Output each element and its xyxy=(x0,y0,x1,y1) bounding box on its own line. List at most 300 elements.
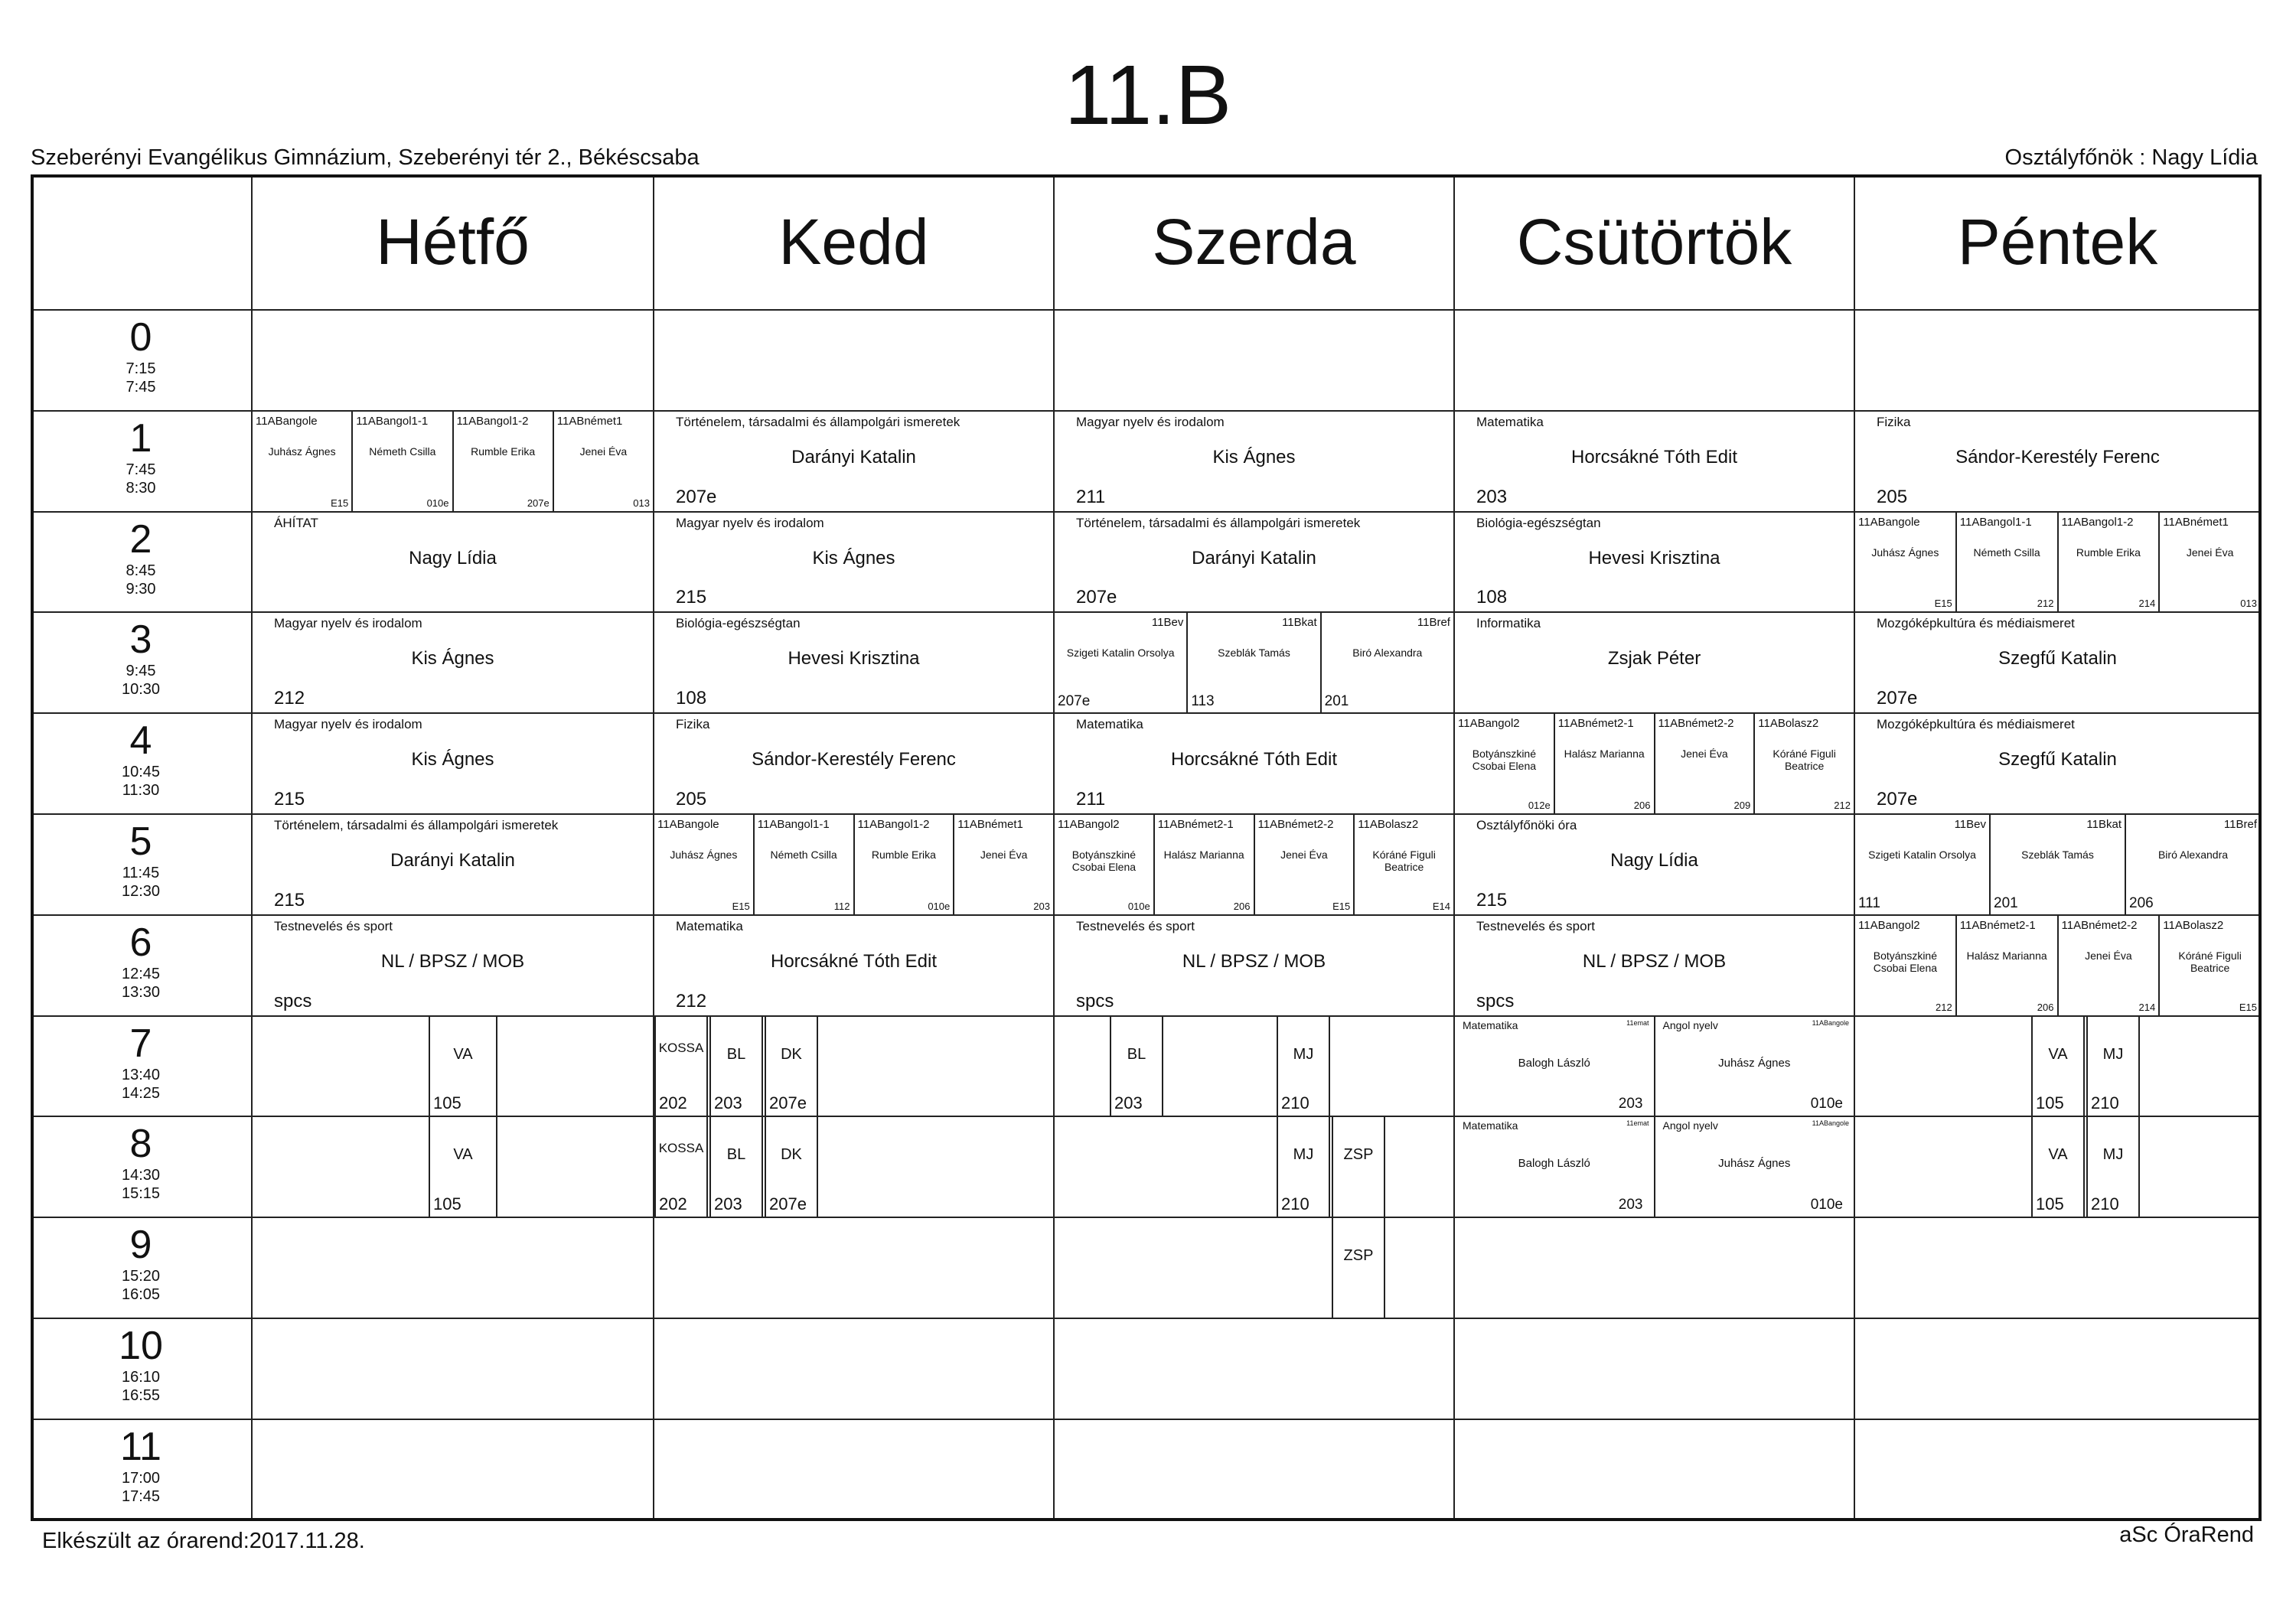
period-end: 17:45 xyxy=(121,1487,161,1505)
group-room: E15 xyxy=(732,900,750,912)
group-lesson-cell[interactable] xyxy=(1455,714,1555,815)
lesson-cell[interactable] xyxy=(654,412,1055,513)
period-end: 11:30 xyxy=(122,782,160,800)
group-room: 214 xyxy=(2138,598,2156,610)
elective-lesson-cell[interactable] xyxy=(1655,1017,1856,1118)
lesson-teacher: NL / BPSZ / MOB xyxy=(1182,950,1326,972)
day-header: Péntek xyxy=(1855,174,2262,311)
group-teacher: Jenei Éva xyxy=(2085,949,2132,962)
optional-lesson-cell[interactable] xyxy=(1110,1017,1163,1118)
group-name: 11ABnémet1 xyxy=(2163,515,2229,529)
lesson-cell[interactable] xyxy=(253,613,654,714)
group-lesson-cell[interactable] xyxy=(1055,815,1155,916)
period-start: 17:00 xyxy=(121,1469,161,1487)
group-lesson-cell[interactable] xyxy=(1155,815,1255,916)
lesson-subject: Testnevelés és sport xyxy=(1076,918,1195,933)
group-room: 013 xyxy=(633,497,650,509)
school-name: Szeberényi Evangélikus Gimnázium, Szeberényi tér 2., Békéscsaba xyxy=(31,145,700,170)
optional-lesson-room: 203 xyxy=(714,1093,742,1113)
head-teacher: Osztályfőnök : Nagy Lídia xyxy=(2004,145,2258,170)
group-teacher: Juhász Ágnes xyxy=(670,849,738,861)
group-lesson-cell[interactable] xyxy=(2059,513,2161,614)
elective-room: 203 xyxy=(1618,1197,1643,1213)
group-teacher: Németh Csilla xyxy=(1973,546,2040,559)
period-number: 9 xyxy=(129,1223,152,1268)
lesson-subject: Biológia-egészségtan xyxy=(676,616,801,631)
lesson-room: 215 xyxy=(274,788,305,810)
group-lesson-cell[interactable] xyxy=(454,412,554,513)
timetable-cell xyxy=(654,1420,1055,1521)
lesson-room: 203 xyxy=(1476,486,1508,507)
group-name: 11Bkat xyxy=(1282,616,1317,630)
lesson-subject: Matematika xyxy=(1076,717,1143,732)
optional-lesson-cell[interactable] xyxy=(1332,1117,1385,1218)
timetable-cell xyxy=(253,1420,654,1521)
optional-lesson-room: 210 xyxy=(2091,1093,2119,1113)
group-teacher: Szeblák Tamás xyxy=(1218,647,1290,660)
group-lesson-cell[interactable] xyxy=(1655,714,1756,815)
period-start: 16:10 xyxy=(121,1369,161,1386)
optional-lesson-code: KOSSA xyxy=(658,1040,704,1055)
optional-lesson-code: MJ xyxy=(1293,1045,1314,1063)
period-start: 10:45 xyxy=(121,764,161,781)
group-room: 203 xyxy=(1033,900,1050,912)
lesson-subject: Magyar nyelv és irodalom xyxy=(274,616,422,631)
timetable-cell xyxy=(1055,311,1455,412)
group-name: 11ABangol1-2 xyxy=(2061,515,2134,529)
period-end: 12:30 xyxy=(121,883,161,900)
timetable-cell xyxy=(1855,311,2262,412)
period-start: 14:30 xyxy=(121,1167,161,1184)
group-lesson-cell[interactable] xyxy=(2160,513,2262,614)
lesson-room: 212 xyxy=(676,990,707,1011)
lesson-room: 207e xyxy=(1076,587,1117,608)
group-name: 11ABnémet2-2 xyxy=(2061,918,2138,932)
optional-lesson-cell[interactable] xyxy=(2086,1017,2140,1118)
optional-lesson-code: VA xyxy=(2048,1045,2068,1063)
lesson-subject: Történelem, társadalmi és állampolgári ismeretek xyxy=(274,818,559,832)
period-end: 8:30 xyxy=(126,479,156,497)
optional-lesson-cell[interactable] xyxy=(429,1117,497,1218)
lesson-teacher: Nagy Lídia xyxy=(409,547,497,568)
elective-lesson-cell[interactable] xyxy=(1455,1017,1655,1118)
group-lesson-cell[interactable] xyxy=(1322,613,1455,714)
group-name: 11Bkat xyxy=(2086,818,2122,831)
group-lesson-cell[interactable] xyxy=(1855,513,1957,614)
lesson-subject: Osztályfőnöki óra xyxy=(1476,818,1577,832)
group-lesson-cell[interactable] xyxy=(755,815,855,916)
lesson-subject: Fizika xyxy=(1877,414,1911,429)
group-name: 11ABangol2 xyxy=(1858,918,1920,932)
group-lesson-cell[interactable] xyxy=(654,815,755,916)
lesson-room: 212 xyxy=(274,688,305,709)
lesson-room: 207e xyxy=(1877,688,1918,709)
period-end: 16:05 xyxy=(121,1286,161,1304)
corner-cell xyxy=(31,174,253,311)
group-teacher: Biró Alexandra xyxy=(1352,647,1423,660)
elective-teacher: Balogh László xyxy=(1518,1157,1590,1171)
group-room: 112 xyxy=(833,900,850,912)
elective-lesson-cell[interactable] xyxy=(1655,1117,1856,1218)
timetable-cell xyxy=(253,1218,654,1319)
lesson-teacher: Szegfű Katalin xyxy=(1998,648,2117,669)
timetable-cell xyxy=(1455,1420,1855,1521)
group-teacher: Halász Marianna xyxy=(1163,849,1244,861)
optional-lesson-code: BL xyxy=(726,1146,746,1164)
lesson-room: 207e xyxy=(676,486,717,507)
optional-lesson-room: 105 xyxy=(2036,1093,2064,1113)
lesson-subject: Mozgóképkultúra és médiaismeret xyxy=(1877,616,2075,631)
optional-lesson-code: MJ xyxy=(2102,1146,2124,1164)
group-room: 206 xyxy=(1633,799,1651,811)
group-name: 11ABnémet2-1 xyxy=(1557,717,1634,731)
group-name: 11ABolasz2 xyxy=(2163,918,2224,932)
group-room: 113 xyxy=(1191,693,1215,710)
period-start: 11:45 xyxy=(122,865,160,881)
group-name: 11Bref xyxy=(1417,616,1450,630)
lesson-teacher: Kis Ágnes xyxy=(1212,446,1296,467)
optional-lesson-cell[interactable] xyxy=(1332,1218,1385,1319)
lesson-subject: Mozgóképkultúra és médiaismeret xyxy=(1877,717,2075,732)
lesson-teacher: NL / BPSZ / MOB xyxy=(380,950,525,972)
group-name: 11ABangol1-1 xyxy=(1959,515,2032,529)
lesson-cell[interactable] xyxy=(253,513,654,614)
lesson-teacher: Darányi Katalin xyxy=(1192,547,1316,568)
optional-lesson-code: VA xyxy=(453,1045,473,1063)
lesson-teacher: Horcsákné Tóth Edit xyxy=(1571,446,1737,467)
optional-lesson-room: 210 xyxy=(1281,1194,1309,1214)
elective-teacher: Balogh László xyxy=(1518,1056,1590,1070)
timetable-cell xyxy=(1055,1420,1455,1521)
period-number: 10 xyxy=(119,1324,163,1368)
lesson-subject: Magyar nyelv és irodalom xyxy=(1076,414,1225,429)
lesson-teacher: Hevesi Krisztina xyxy=(1588,547,1720,568)
elective-subject: Angol nyelv xyxy=(1662,1018,1718,1031)
group-lesson-cell[interactable] xyxy=(1055,613,1188,714)
period-end: 15:15 xyxy=(121,1185,161,1203)
optional-lesson-room: 202 xyxy=(659,1194,687,1214)
optional-lesson-room: 203 xyxy=(1114,1093,1143,1113)
lesson-cell[interactable] xyxy=(654,613,1055,714)
day-header: Szerda xyxy=(1055,174,1455,311)
day-header: Hétfő xyxy=(253,174,654,311)
lesson-room: spcs xyxy=(1476,990,1515,1011)
timetable-cell xyxy=(1455,1319,1855,1420)
elective-subject: Matematika xyxy=(1463,1119,1518,1132)
group-name: 11ABnémet2-2 xyxy=(1257,818,1334,831)
group-teacher: Rumble Erika xyxy=(871,849,936,861)
optional-lesson-cell[interactable] xyxy=(765,1017,818,1118)
lesson-cell[interactable] xyxy=(253,815,654,916)
lesson-cell[interactable] xyxy=(253,916,654,1017)
group-lesson-cell[interactable] xyxy=(1355,815,1455,916)
group-lesson-cell[interactable] xyxy=(1957,513,2059,614)
period-label xyxy=(31,916,253,1017)
group-name: 11ABolasz2 xyxy=(1758,717,1819,731)
lesson-cell[interactable] xyxy=(1055,412,1455,513)
lesson-teacher: Horcsákné Tóth Edit xyxy=(1171,749,1337,770)
group-teacher: Botyánszkiné Csobai Elena xyxy=(1472,748,1537,773)
group-room: E15 xyxy=(1934,598,1952,610)
lesson-teacher: Kis Ágnes xyxy=(411,749,494,770)
lesson-subject: Informatika xyxy=(1476,616,1541,631)
lesson-teacher: Kis Ágnes xyxy=(411,648,494,669)
group-name: 11ABangol1-2 xyxy=(857,818,930,831)
lesson-teacher: Sándor-Kerestély Ferenc xyxy=(1955,446,2160,467)
group-teacher: Biró Alexandra xyxy=(2157,849,2229,861)
period-label xyxy=(31,1319,253,1420)
timetable-cell xyxy=(1055,1218,1455,1319)
lesson-room: 211 xyxy=(1076,486,1106,507)
group-lesson-cell[interactable] xyxy=(253,412,353,513)
group-name: 11ABangole xyxy=(657,818,719,831)
group-teacher: Jenei Éva xyxy=(1681,748,1728,761)
group-lesson-cell[interactable] xyxy=(1991,815,2126,916)
elective-room: 203 xyxy=(1618,1096,1643,1112)
lesson-teacher: Horcsákné Tóth Edit xyxy=(771,950,937,972)
group-room: 010e xyxy=(426,497,449,509)
group-room: 214 xyxy=(2138,1001,2156,1013)
lesson-cell[interactable] xyxy=(1455,916,1855,1017)
lesson-cell[interactable] xyxy=(1455,412,1855,513)
period-end: 7:45 xyxy=(126,379,156,396)
group-name: 11ABangole xyxy=(256,414,318,428)
group-name: 11ABangol2 xyxy=(1458,717,1520,731)
optional-lesson-code: BL xyxy=(1127,1045,1146,1063)
lesson-cell[interactable] xyxy=(654,513,1055,614)
group-teacher: Rumble Erika xyxy=(471,445,536,458)
elective-subject: Matematika xyxy=(1463,1018,1518,1031)
period-label xyxy=(31,714,253,815)
lesson-subject: Biológia-egészségtan xyxy=(1476,515,1601,530)
lesson-cell[interactable] xyxy=(1055,513,1455,614)
lesson-room: 207e xyxy=(1877,788,1918,810)
lesson-room: 215 xyxy=(676,587,707,608)
period-start: 15:20 xyxy=(121,1268,161,1285)
lesson-teacher: Hevesi Krisztina xyxy=(788,648,920,669)
software-name: aSc ÓraRend xyxy=(2119,1523,2254,1547)
group-teacher: Jenei Éva xyxy=(980,849,1028,861)
group-name: 11ABnémet2-1 xyxy=(1157,818,1234,831)
group-lesson-cell[interactable] xyxy=(1855,916,1957,1017)
lesson-subject: Matematika xyxy=(676,918,743,933)
group-room: 111 xyxy=(1858,894,1880,911)
period-start: 7:15 xyxy=(126,360,156,377)
group-room: 209 xyxy=(1733,799,1751,811)
timetable-grid xyxy=(31,174,2262,1521)
group-name: 11Bev xyxy=(1954,818,1986,831)
elective-teacher: Juhász Ágnes xyxy=(1718,1157,1791,1171)
lesson-cell[interactable] xyxy=(1055,916,1455,1017)
lesson-cell[interactable] xyxy=(1455,815,1855,916)
lesson-subject: Történelem, társadalmi és állampolgári ismeretek xyxy=(676,414,960,429)
elective-subject: Angol nyelv xyxy=(1662,1119,1718,1132)
timetable-cell xyxy=(654,311,1055,412)
timetable-cell xyxy=(253,311,654,412)
lesson-teacher: Darányi Katalin xyxy=(791,446,916,467)
period-number: 3 xyxy=(129,617,152,663)
group-name: 11Bev xyxy=(1151,616,1184,630)
optional-lesson-cell[interactable] xyxy=(765,1117,818,1218)
optional-lesson-room: 210 xyxy=(1281,1093,1309,1113)
page-title: 11.B xyxy=(1064,48,1232,142)
period-end: 13:30 xyxy=(121,983,161,1001)
lesson-cell[interactable] xyxy=(654,714,1055,815)
optional-lesson-cell[interactable] xyxy=(2031,1117,2085,1218)
group-room: 206 xyxy=(2037,1001,2054,1013)
group-teacher: Szeblák Tamás xyxy=(2021,849,2094,861)
group-lesson-cell[interactable] xyxy=(1855,815,1991,916)
optional-lesson-room: 105 xyxy=(2036,1194,2064,1214)
period-number: 1 xyxy=(129,415,152,461)
group-teacher: Németh Csilla xyxy=(770,849,837,861)
elective-teacher: Juhász Ágnes xyxy=(1718,1056,1791,1070)
optional-lesson-room: 202 xyxy=(659,1093,687,1113)
optional-lesson-cell[interactable] xyxy=(2086,1117,2140,1218)
group-room: 206 xyxy=(2129,894,2154,911)
optional-lesson-cell[interactable] xyxy=(709,1117,763,1218)
group-name: 11ABangol1-1 xyxy=(356,414,429,428)
lesson-room: 108 xyxy=(1476,587,1508,608)
lesson-subject: Testnevelés és sport xyxy=(274,918,393,933)
period-label xyxy=(31,513,253,614)
group-lesson-cell[interactable] xyxy=(2059,916,2161,1017)
optional-lesson-cell[interactable] xyxy=(1277,1117,1330,1218)
elective-room: 010e xyxy=(1810,1197,1843,1213)
period-end: 16:55 xyxy=(121,1387,161,1404)
period-label xyxy=(31,311,253,412)
optional-lesson-code: MJ xyxy=(2102,1045,2124,1063)
period-number: 6 xyxy=(129,920,152,965)
group-lesson-cell[interactable] xyxy=(2126,815,2262,916)
lesson-room: spcs xyxy=(1076,990,1114,1011)
optional-lesson-code: VA xyxy=(2048,1146,2068,1164)
lesson-subject: ÁHÍTAT xyxy=(274,515,318,530)
period-label xyxy=(31,1420,253,1521)
optional-lesson-code: VA xyxy=(453,1146,473,1164)
group-name: 11ABnémet2-1 xyxy=(1959,918,2036,932)
timetable-cell xyxy=(1855,1420,2262,1521)
period-start: 7:45 xyxy=(126,461,156,478)
lesson-cell[interactable] xyxy=(654,916,1055,1017)
group-lesson-cell[interactable] xyxy=(855,815,955,916)
lesson-room: 108 xyxy=(676,688,707,709)
group-room: 010e xyxy=(928,900,951,912)
optional-lesson-cell[interactable] xyxy=(1277,1017,1330,1118)
period-label xyxy=(31,1117,253,1218)
period-start: 9:45 xyxy=(126,663,156,680)
period-number: 2 xyxy=(129,516,152,562)
lesson-cell[interactable] xyxy=(1855,613,2262,714)
elective-group-code: 11ABangole xyxy=(1812,1119,1849,1128)
optional-lesson-cell[interactable] xyxy=(709,1017,763,1118)
timetable-cell xyxy=(1455,1218,1855,1319)
elective-group-code: 11emat xyxy=(1626,1119,1649,1128)
group-teacher: Botyánszkiné Csobai Elena xyxy=(1071,849,1137,873)
group-name: 11ABangol2 xyxy=(1058,818,1120,831)
timetable-cell xyxy=(1855,1218,2262,1319)
timetable-cell xyxy=(1055,1319,1455,1420)
optional-lesson-room: 203 xyxy=(714,1194,742,1214)
period-label xyxy=(31,1218,253,1319)
optional-lesson-code: ZSP xyxy=(1343,1247,1374,1265)
group-teacher: Kóráné Figuli Beatrice xyxy=(1372,849,1436,873)
group-room: 012e xyxy=(1528,799,1551,811)
optional-lesson-cell[interactable] xyxy=(429,1017,497,1118)
optional-lesson-room: 105 xyxy=(433,1194,461,1214)
lesson-cell[interactable] xyxy=(1055,714,1455,815)
lesson-room: spcs xyxy=(274,990,312,1011)
group-room: E15 xyxy=(2239,1001,2257,1013)
elective-lesson-cell[interactable] xyxy=(1455,1117,1655,1218)
group-name: 11ABnémet1 xyxy=(556,414,623,428)
optional-lesson-room: 210 xyxy=(2091,1194,2119,1214)
group-lesson-cell[interactable] xyxy=(1755,714,1855,815)
group-lesson-cell[interactable] xyxy=(353,412,453,513)
lesson-cell[interactable] xyxy=(1855,714,2262,815)
timetable-cell xyxy=(1455,311,1855,412)
group-teacher: Botyánszkiné Csobai Elena xyxy=(1873,949,1938,974)
group-name: 11ABangole xyxy=(1858,515,1920,529)
period-end: 9:30 xyxy=(126,580,156,598)
group-lesson-cell[interactable] xyxy=(954,815,1055,916)
group-teacher: Jenei Éva xyxy=(579,445,628,458)
lesson-subject: Történelem, társadalmi és állampolgári ismeretek xyxy=(1076,515,1361,530)
timetable-cell xyxy=(253,1319,654,1420)
group-lesson-cell[interactable] xyxy=(554,412,654,513)
lesson-cell[interactable] xyxy=(253,714,654,815)
group-room: 206 xyxy=(1233,900,1251,912)
lesson-teacher: Nagy Lídia xyxy=(1610,850,1698,871)
group-room: 013 xyxy=(2240,598,2257,610)
optional-lesson-room: 105 xyxy=(433,1093,461,1113)
optional-lesson-room: 207e xyxy=(769,1194,807,1214)
period-start: 12:45 xyxy=(121,965,161,982)
group-lesson-cell[interactable] xyxy=(1255,815,1355,916)
group-room: 207e xyxy=(527,497,550,509)
group-teacher: Kóráné Figuli Beatrice xyxy=(1773,748,1836,773)
lesson-subject: Magyar nyelv és irodalom xyxy=(274,717,422,732)
group-teacher: Juhász Ágnes xyxy=(1871,546,1939,559)
lesson-cell[interactable] xyxy=(1455,513,1855,614)
lesson-cell[interactable] xyxy=(1455,613,1855,714)
group-lesson-cell[interactable] xyxy=(1188,613,1321,714)
period-label xyxy=(31,815,253,916)
period-number: 4 xyxy=(129,718,152,764)
lesson-teacher: Sándor-Kerestély Ferenc xyxy=(752,749,956,770)
optional-lesson-cell[interactable] xyxy=(2031,1017,2085,1118)
group-teacher: Halász Marianna xyxy=(1564,748,1645,761)
group-lesson-cell[interactable] xyxy=(1957,916,2059,1017)
group-lesson-cell[interactable] xyxy=(2160,916,2262,1017)
optional-lesson-cell[interactable] xyxy=(654,1117,708,1218)
optional-lesson-room: 207e xyxy=(769,1093,807,1113)
period-start: 13:40 xyxy=(121,1066,161,1083)
lesson-room: 215 xyxy=(1476,889,1508,911)
optional-lesson-cell[interactable] xyxy=(654,1017,708,1118)
group-room: 201 xyxy=(1324,693,1349,710)
period-start: 8:45 xyxy=(126,562,156,579)
group-room: E15 xyxy=(331,497,349,509)
group-teacher: Halász Marianna xyxy=(1966,949,2047,962)
period-number: 11 xyxy=(120,1424,161,1469)
optional-lesson-code: MJ xyxy=(1293,1146,1314,1164)
period-end: 14:25 xyxy=(121,1084,161,1102)
lesson-room: 215 xyxy=(274,889,305,911)
group-lesson-cell[interactable] xyxy=(1555,714,1655,815)
period-number: 7 xyxy=(129,1021,152,1066)
lesson-cell[interactable] xyxy=(1855,412,2262,513)
